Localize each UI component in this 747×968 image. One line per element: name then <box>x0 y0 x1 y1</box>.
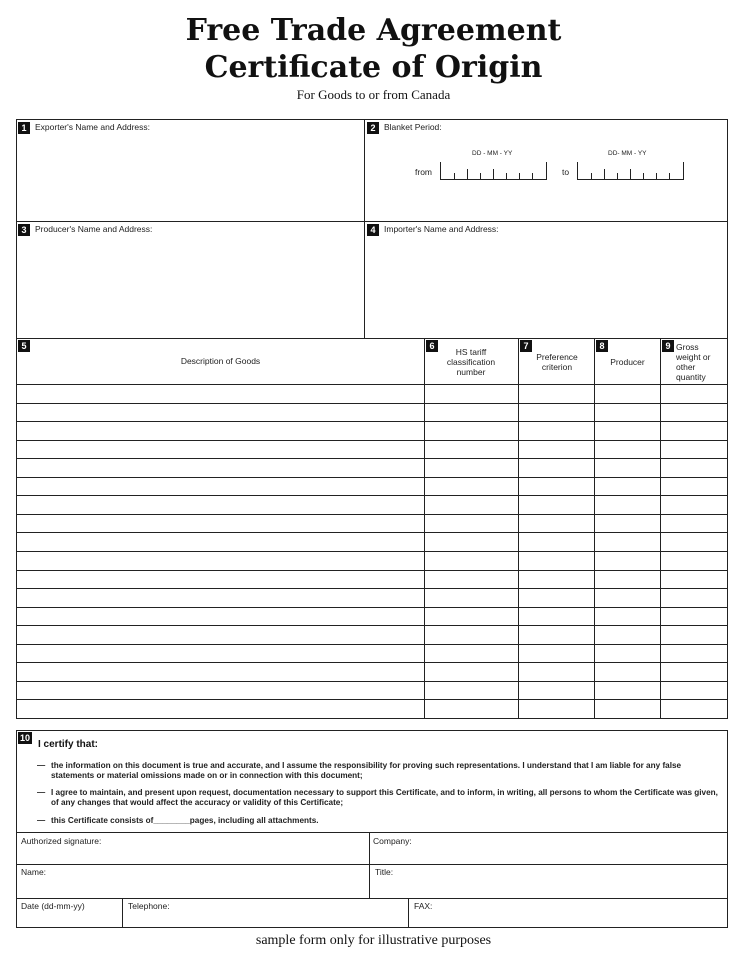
to-label: to <box>562 167 570 177</box>
table-row <box>16 681 728 682</box>
importer-label: Importer's Name and Address: <box>384 224 499 234</box>
table-row <box>16 607 728 608</box>
certify-item-1: — the information on this document is true and accurate, and I assume the responsibility for proving such representations. I understand that I am liable for any false statements or material omissions made on or in connection with this document; <box>37 761 682 780</box>
name-label: Name: <box>21 867 47 877</box>
exporter-label: Exporter's Name and Address: <box>35 122 151 132</box>
field-number-5: 5 <box>18 340 30 352</box>
table-row <box>16 625 728 626</box>
hs-tariff-header: HS tariff classification number <box>446 347 496 377</box>
field-number-7: 7 <box>520 340 532 352</box>
date-label: Date (dd-mm-yy) <box>21 901 85 911</box>
title-label: Title: <box>375 867 394 877</box>
table-row <box>16 403 728 404</box>
from-label: from <box>415 167 432 177</box>
table-row <box>16 662 728 663</box>
company-field[interactable] <box>370 833 727 864</box>
producer-label: Producer's Name and Address: <box>35 224 153 234</box>
certify-item-2: — I agree to maintain, and present upon request, documentation necessary to support this Certificate, and to inform, in writing, all persons to whom the Certificate was given, of any changes that would affect the accuracy or validity of this Certificate; <box>37 788 718 807</box>
authorized-signature-label: Authorized signature: <box>21 836 102 846</box>
from-date-input[interactable] <box>440 162 547 180</box>
description-of-goods-header: Description of Goods <box>180 356 261 366</box>
table-row <box>16 440 728 441</box>
producer-field[interactable] <box>17 222 364 338</box>
certify-heading: I certify that: <box>38 739 99 750</box>
table-row <box>16 514 728 515</box>
fax-label: FAX: <box>414 901 433 911</box>
gross-weight-header: Gross weight or other quantity <box>676 342 711 382</box>
field-number-8: 8 <box>596 340 608 352</box>
field-number-3: 3 <box>18 224 30 236</box>
table-row <box>16 477 728 478</box>
exporter-field[interactable] <box>17 120 364 221</box>
table-row <box>16 421 728 422</box>
table-row <box>16 644 728 645</box>
form-title-line1: Free Trade Agreement <box>185 13 562 48</box>
table-row <box>16 570 728 571</box>
telephone-label: Telephone: <box>128 901 170 911</box>
name-field[interactable] <box>17 865 369 898</box>
field-number-1: 1 <box>18 122 30 134</box>
table-row <box>16 458 728 459</box>
field-number-10: 10 <box>19 733 30 743</box>
fax-field[interactable] <box>409 899 727 927</box>
table-row <box>16 588 728 589</box>
field-number-2: 2 <box>367 122 379 134</box>
to-date-format: DD- MM - YY <box>608 150 647 157</box>
form-title-line2: Certificate of Origin <box>204 50 543 85</box>
company-label: Company: <box>373 836 412 846</box>
importer-field[interactable] <box>365 222 727 338</box>
certify-item-3: — this Certificate consists of________pages, including all attachments. <box>37 816 319 825</box>
preference-criterion-header: Preference criterion <box>536 352 578 372</box>
title-field[interactable] <box>370 865 727 898</box>
from-date-format: DD - MM - YY <box>472 150 513 157</box>
field-number-6: 6 <box>426 340 438 352</box>
table-row <box>16 699 728 700</box>
producer-header: Producer <box>610 357 645 367</box>
footer-note: sample form only for illustrative purposes <box>255 933 492 948</box>
to-date-input[interactable] <box>577 162 684 180</box>
table-row <box>16 551 728 552</box>
field-number-4: 4 <box>367 224 379 236</box>
form-subtitle: For Goods to or from Canada <box>296 87 451 102</box>
table-row <box>16 718 728 719</box>
table-row <box>16 532 728 533</box>
table-row <box>16 495 728 496</box>
field-number-9: 9 <box>662 340 674 352</box>
blanket-period-label: Blanket Period: <box>384 122 442 132</box>
